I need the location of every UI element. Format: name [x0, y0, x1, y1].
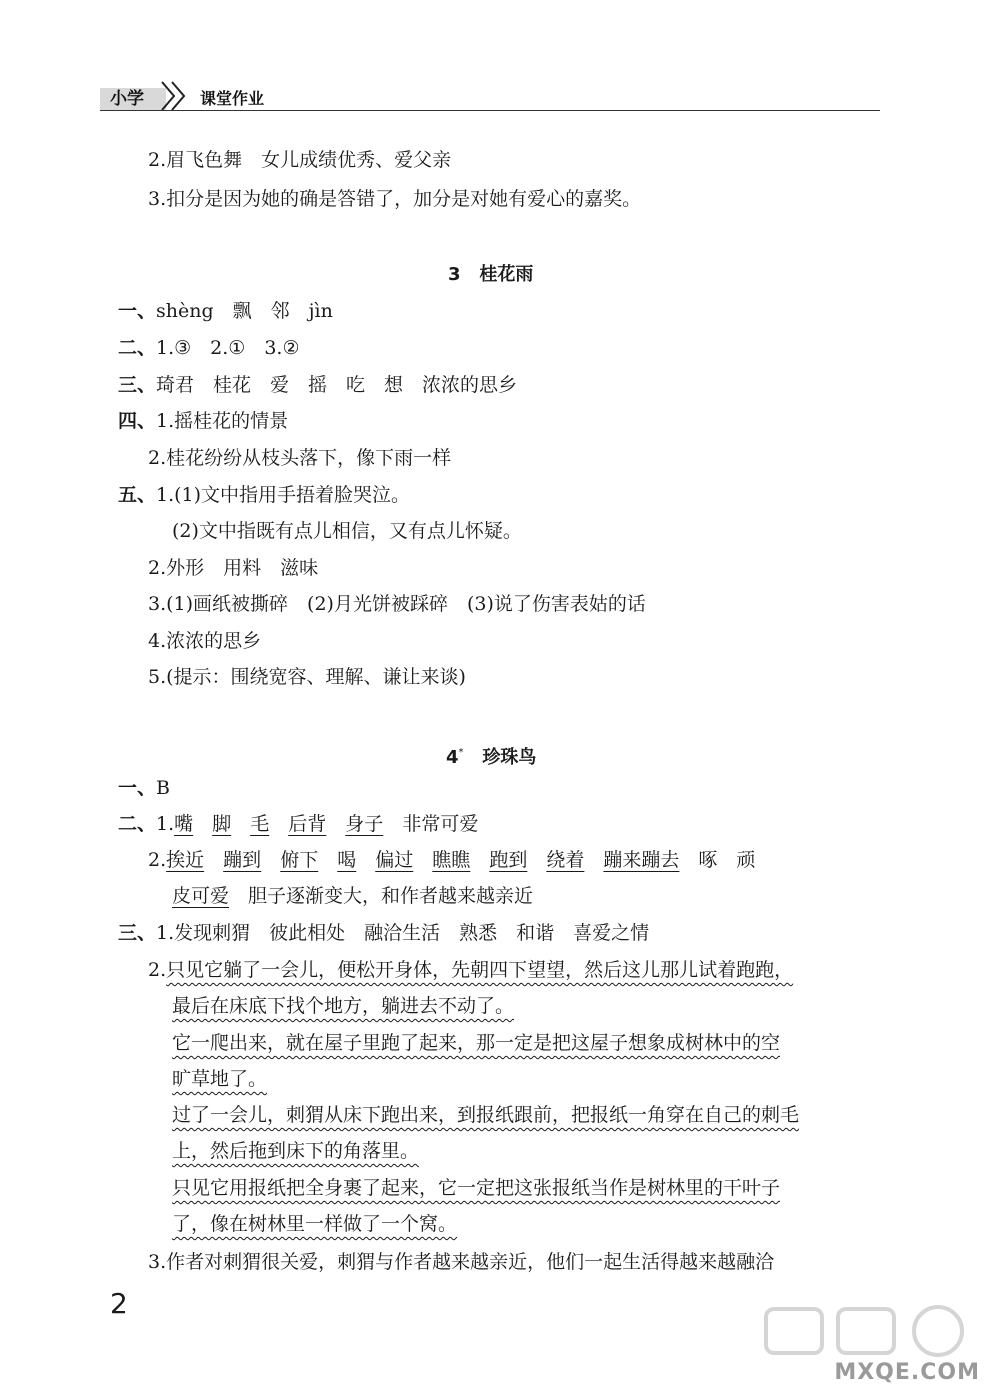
wavy-underlined-text: 旷草地了。 — [172, 1068, 268, 1090]
item-text: 琦君 桂花 爱 摇 吃 想 浓浓的思乡 — [156, 374, 518, 396]
optional-mark: * — [458, 747, 464, 758]
header-title: 课堂作业 — [200, 89, 265, 108]
watermark-text: MXQE.COM — [834, 1360, 980, 1385]
item-text: 1.摇桂花的情景 — [156, 410, 289, 432]
header-level: 小学 — [100, 88, 166, 110]
page-number: 2 — [110, 1287, 128, 1320]
underlined-word: 皮可爱 — [172, 885, 230, 907]
underlined-word: 毛 — [250, 813, 270, 835]
answer-line — [118, 811, 478, 837]
answer-line: 3.扣分是因为她的确是答错了，加分是对她有爱心的嘉奖。 — [148, 188, 642, 210]
answer-line: 3.(1)画纸被撕碎 (2)月光饼被踩碎 (3)说了伤害表姑的话 — [148, 593, 646, 615]
underlined-word: 俯下 — [280, 849, 319, 871]
item-text: 2. — [148, 959, 167, 981]
answer-line — [172, 1102, 799, 1128]
item-label: 五、 — [118, 484, 157, 506]
item-text: 1.③ 2.① 3.② — [156, 337, 300, 359]
answer-line — [172, 1138, 419, 1164]
item-text: 啄 顽 — [698, 849, 756, 871]
wavy-underlined-text: 它一爬出来，就在屋子里跑了起来，那一定是把这屋子想象成树林中的空 — [172, 1032, 781, 1054]
item-text: 胆子逐渐变大，和作者越来越亲近 — [248, 885, 534, 907]
underlined-word: 偏过 — [375, 849, 414, 871]
answer-line — [148, 957, 793, 983]
answer-line: 4.浓浓的思乡 — [148, 630, 262, 652]
item-text: B — [156, 777, 170, 799]
item-text: 1. — [156, 813, 175, 835]
double-chevron-icon — [158, 80, 192, 112]
underlined-word: 身子 — [345, 813, 384, 835]
answer-line: 5.(提示：围绕宽容、理解、谦让来谈) — [148, 666, 466, 688]
underlined-word: 嘴 — [174, 813, 194, 835]
answer-line — [118, 408, 288, 434]
underlined-word: 绕着 — [546, 849, 585, 871]
underlined-word: 后背 — [288, 813, 327, 835]
answer-line — [118, 335, 300, 361]
section-name: 珍珠鸟 — [482, 747, 537, 768]
section-number: 3 — [448, 264, 461, 285]
item-text: shèng 飘 邻 jìn — [156, 300, 333, 322]
section-number: 4 — [446, 747, 459, 768]
answer-line — [172, 883, 533, 909]
answer-line: 2.外形 用料 滋味 — [148, 557, 319, 579]
answer-line — [118, 920, 649, 946]
answer-line: 2.眉飞色舞 女儿成绩优秀、爱父亲 — [148, 149, 452, 171]
section-name: 桂花雨 — [479, 264, 534, 285]
underlined-word: 跑到 — [489, 849, 528, 871]
wavy-underlined-text: 只见它躺了一会儿，便松开身体，先朝四下望望，然后这儿那儿试着跑跑， — [166, 959, 794, 981]
underlined-word: 脚 — [212, 813, 232, 835]
wavy-underlined-text: 只见它用报纸把全身裹了起来，它一定把这张报纸当作是树林里的干叶子 — [172, 1177, 781, 1199]
wavy-underlined-text: 了，像在树林里一样做了一个窝。 — [172, 1213, 458, 1235]
item-text: 2. — [148, 849, 167, 871]
answer-line — [172, 1030, 780, 1056]
underlined-word: 蹦来蹦去 — [603, 849, 680, 871]
answer-line — [118, 775, 170, 801]
item-text: 非常可爱 — [402, 813, 479, 835]
header-rule — [100, 110, 880, 111]
answer-line — [118, 372, 517, 398]
answer-line — [118, 482, 410, 508]
item-text: 1.(1)文中指用手捂着脸哭泣。 — [156, 484, 411, 506]
section-title — [448, 262, 533, 288]
item-label: 一、 — [118, 777, 157, 799]
item-label: 一、 — [118, 300, 157, 322]
answer-line: 2.桂花纷纷从枝头落下，像下雨一样 — [148, 447, 452, 469]
item-label: 三、 — [118, 922, 157, 944]
answer-line — [172, 1175, 780, 1201]
underlined-word: 挨近 — [166, 849, 205, 871]
answer-line: (2)文中指既有点儿相信，又有点儿怀疑。 — [172, 520, 522, 542]
answer-line — [172, 993, 514, 1019]
underlined-word: 蹦到 — [223, 849, 262, 871]
wavy-underlined-text: 上，然后拖到床下的角落里。 — [172, 1140, 420, 1162]
item-label: 二、 — [118, 337, 157, 359]
item-text: 1.发现刺猬 彼此相处 融洽生活 熟悉 和谐 喜爱之情 — [156, 922, 650, 944]
underlined-word: 喝 — [337, 849, 357, 871]
answer-line — [172, 1211, 457, 1237]
item-label: 四、 — [118, 410, 157, 432]
item-label: 二、 — [118, 813, 157, 835]
answer-line: 3.作者对刺猬很关爱，刺猬与作者越来越亲近，他们一起生活得越来越融洽 — [148, 1251, 775, 1273]
wavy-underlined-text: 过了一会儿，刺猬从床下跑出来，到报纸跟前，把报纸一角穿在自己的刺毛 — [172, 1104, 800, 1126]
section-title — [446, 740, 536, 771]
underlined-word: 瞧瞧 — [432, 849, 471, 871]
wavy-underlined-text: 最后在床底下找个地方，躺进去不动了。 — [172, 995, 515, 1017]
answer-line — [148, 847, 755, 873]
page-header — [100, 70, 880, 112]
answer-line — [118, 298, 333, 324]
answer-line — [172, 1066, 267, 1092]
item-label: 三、 — [118, 374, 157, 396]
